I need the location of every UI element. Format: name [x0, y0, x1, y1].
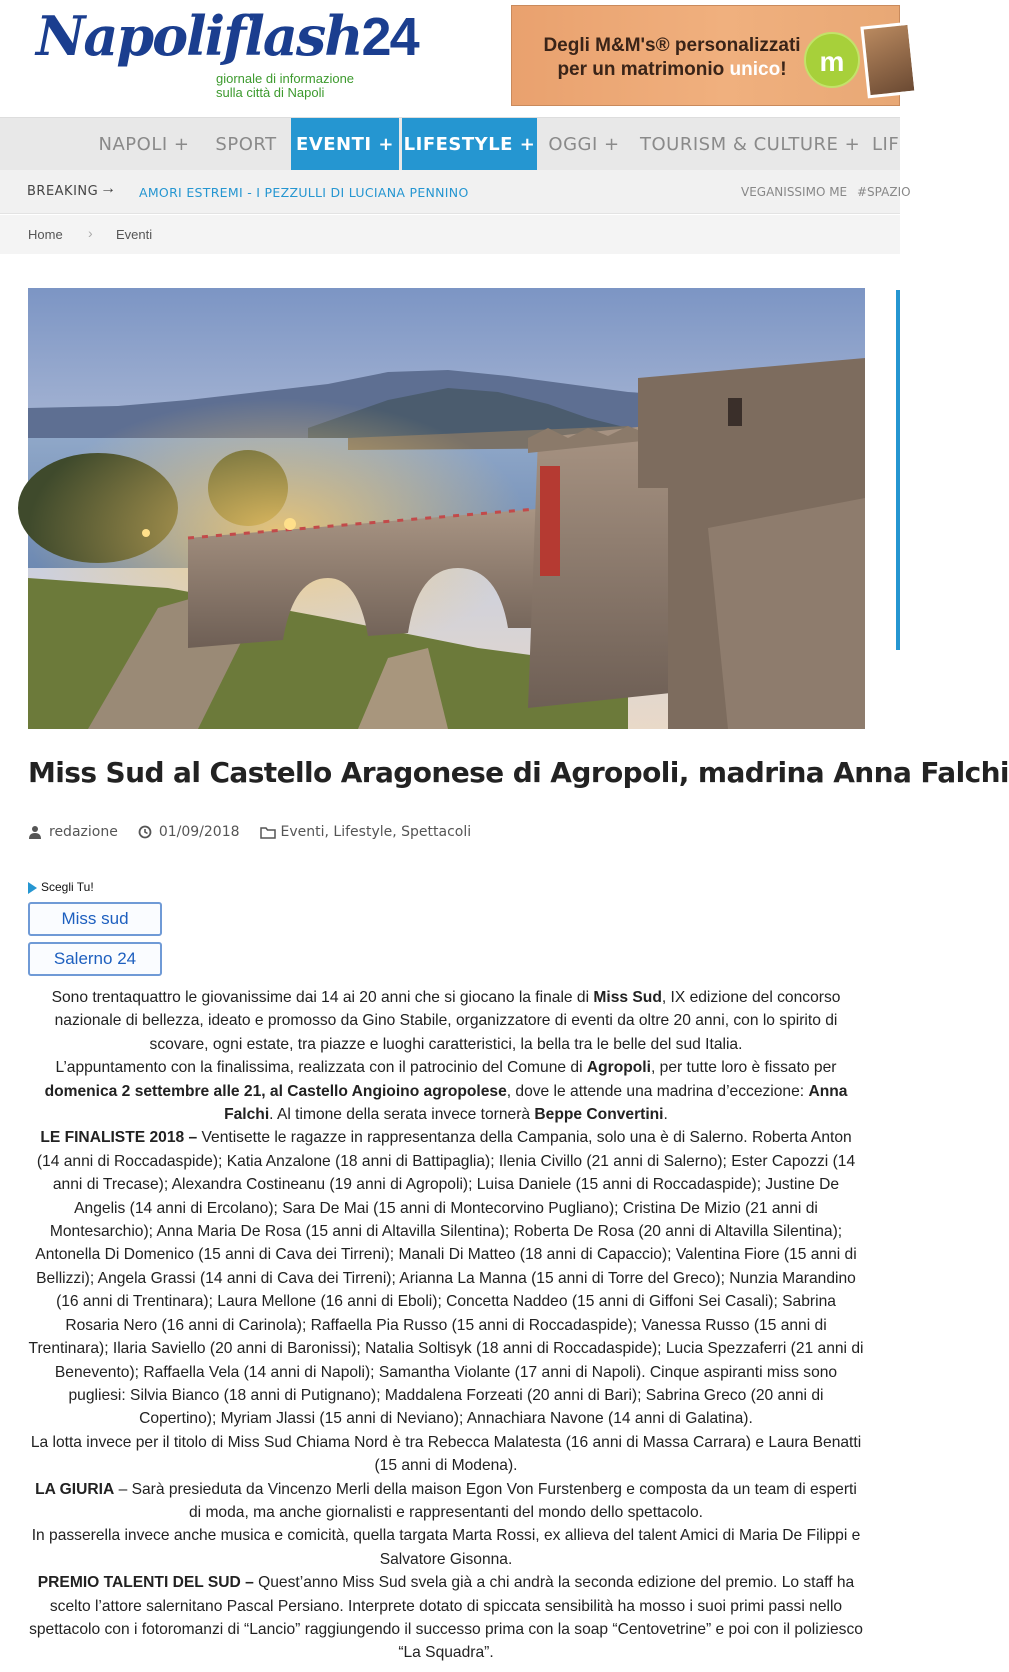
scegli-tu-label: Scegli Tu! — [41, 880, 94, 894]
sidebar-edge — [896, 290, 900, 650]
breadcrumb-home[interactable]: Home — [28, 227, 63, 242]
nav-lifestyle-overflow[interactable]: LIF — [872, 134, 900, 155]
clock-icon — [138, 825, 152, 839]
nav-lifestyle[interactable]: LIFESTYLE + — [402, 118, 537, 171]
breaking-news-bar — [0, 170, 911, 214]
paragraph: PREMIO TALENTI DEL SUD – Quest’anno Miss Sud svela già a chi andrà la seconda edizione del premio. Lo staff ha scelto l’attore salernitano Pascal Persiano. Interprete dotato di spiccata sensibilità ha mosso i suoi primi passi nello spettacolo con i fotoromanzi di “Lancio” raggiungendo il successo prima con la soap “Centovetrine” e poi con il poliziesco “La Squadra”. — [29, 1574, 863, 1662]
paragraph: In passerella invece anche musica e comicità, quella targata Marta Rossi, ex allieva del talent Amici di Maria De Filippi e Salvatore Gisonna. — [31, 1527, 861, 1568]
nav-sport[interactable]: SPORT — [215, 134, 277, 155]
user-icon — [28, 825, 42, 839]
paragraph: LE FINALISTE 2018 – Ventisette le ragazze in rappresentanza della Campania, solo una è di Salerno. Roberta Anton (14 anni di Roccadaspide); Katia Anzalone (18 anni di Battipaglia); Ilenia Civillo (21 anni di Salerno); Ester Capozzi (14 anni di Trecase); Alexandra Costineanu (19 anni di Agropoli); Luisa Daniele (15 anni di Roccadaspide); Justine De Angelis (14 anni di Ercolano); Sara De Mai (15 anni di Montecorvino Pugliano); Cristina De Mizio (21 anni di Montesarchio); Anna Maria De Rosa (15 anni di Altavilla Silentina); Roberta De Rosa (20 anni di Altavilla Silentina); Antonella Di Domenico (15 anni di Cava dei Tirreni); Manali Di Matteo (18 anni di Capaccio); Valentina Fiore (15 anni di Bellizzi); Angela Grassi (14 anni di Cava dei Tirreni); Arianna La Manna (15 anni di Torre del Greco); Nunzia Marandino (16 anni di Trentinara); Laura Mellone (16 anni di Eboli); Concetta Naddeo (15 anni di Giffoni Sei Casali); Sabrina Rosaria Nero (16 anni di Carinola); Raffaella Pia Russo (15 anni di Roccadaspide); Vanessa Russo (15 anni di Trentinara); Ilaria Saviello (20 anni di Baronissi); Natalia Soltisyk (18 anni di Roccadaspide); Lucia Spezzaferri (21 anni di Benevento); Raffaella Vela (14 anni di Napoli); Samantha Violante (17 anni di Napoli). Cinque aspiranti miss sono pugliesi: Silvia Bianco (18 anni di Putignano); Maddalena Forzeati (20 anni di Bari); Sabrina Greco (20 anni di Copertino); Myriam Jlassi (15 anni di Neviano); Annachiara Navone (14 anni di Galatina). — [28, 1129, 864, 1428]
logo-wordmark: Napoliflash24 — [36, 4, 418, 68]
site-header — [0, 0, 900, 115]
trending-link-spazio[interactable]: #SPAZIO — [857, 185, 911, 199]
folder-icon — [260, 825, 274, 839]
paragraph: LA GIURIA – Sarà presieduta da Vincenzo Merli della maison Egon Von Furstenberg e composta da un team di esperti di moda, ma anche giornalisti e rappresentanti del mondo dello spettacolo. — [35, 1480, 857, 1521]
paragraph: La lotta invece per il titolo di Miss Sud Chiama Nord è tra Rebecca Malatesta (16 anni di Massa Carrara) e Laura Benatti (15 anni di Modena). — [30, 1433, 862, 1475]
article-date: 01/09/2018 — [158, 824, 240, 840]
logo-tagline: giornale di informazione sulla città di Napoli — [216, 71, 355, 100]
nav-eventi[interactable]: EVENTI + — [291, 118, 399, 171]
paragraph: L’appuntamento con la finalissima, realizzata con il patrocinio del Comune di Agropoli, per tutte loro è fissato per domenica 2 settembre alle 21, al Castello Angioino agropolese, dove le attende una madrina d’eccezione: Anna Falchi. Al timone della serata invece tornerà Beppe Convertini. — [44, 1059, 848, 1124]
scegli-tu-widget — [28, 880, 94, 894]
nav-oggi[interactable]: OGGI + — [548, 134, 620, 155]
breaking-headline-link[interactable]: AMORI ESTREMI - I PEZZULLI DI LUCIANA PENNINO — [139, 185, 469, 200]
banner-ad[interactable] — [511, 5, 900, 106]
paragraph: Sono trentaquattro le giovanissime dai 14 ai 20 anni che si giocano la finale di Miss Sud, IX edizione del concorso nazionale di bellezza, ideato e promosso da Gino Stabile, organizzatore di eventi da oltre 20 anni, con lo spirito di scovare, ogni estate, tra piazze e luoghi caratteristici, la bella tra le belle del sud Italia. — [51, 989, 841, 1053]
article-categories[interactable]: Eventi, Lifestyle, Spettacoli — [280, 824, 472, 840]
article-title: Miss Sud al Castello Aragonese di Agropoli, madrina Anna Falchi — [28, 756, 1009, 789]
ad-couple-photo — [860, 22, 917, 99]
arrow-right-icon: → — [100, 180, 116, 197]
breadcrumb — [0, 215, 900, 254]
breadcrumb-current: Eventi — [116, 227, 153, 242]
play-icon — [28, 882, 37, 894]
tag-button-salerno-24[interactable]: Salerno 24 — [28, 942, 162, 976]
article-body — [28, 986, 864, 1665]
article-meta — [28, 824, 471, 844]
nav-napoli[interactable]: NAPOLI + — [98, 134, 190, 155]
breaking-label: BREAKING — [27, 184, 99, 199]
article-hero-image — [28, 288, 865, 729]
nav-tourism-culture[interactable]: TOURISM & CULTURE + — [640, 134, 861, 155]
chevron-right-icon: › — [88, 225, 93, 241]
main-navigation — [0, 117, 900, 170]
tag-button-miss-sud[interactable]: Miss sud — [28, 902, 162, 936]
ad-text: Degli M&M's® personalizzati per un matrimonio unico! — [543, 35, 801, 80]
article-author[interactable]: redazione — [49, 824, 118, 840]
trending-link-veganissimo[interactable]: VEGANISSIMO ME — [741, 185, 848, 199]
site-logo[interactable] — [36, 4, 418, 104]
mm-candy-icon: m — [804, 32, 860, 88]
